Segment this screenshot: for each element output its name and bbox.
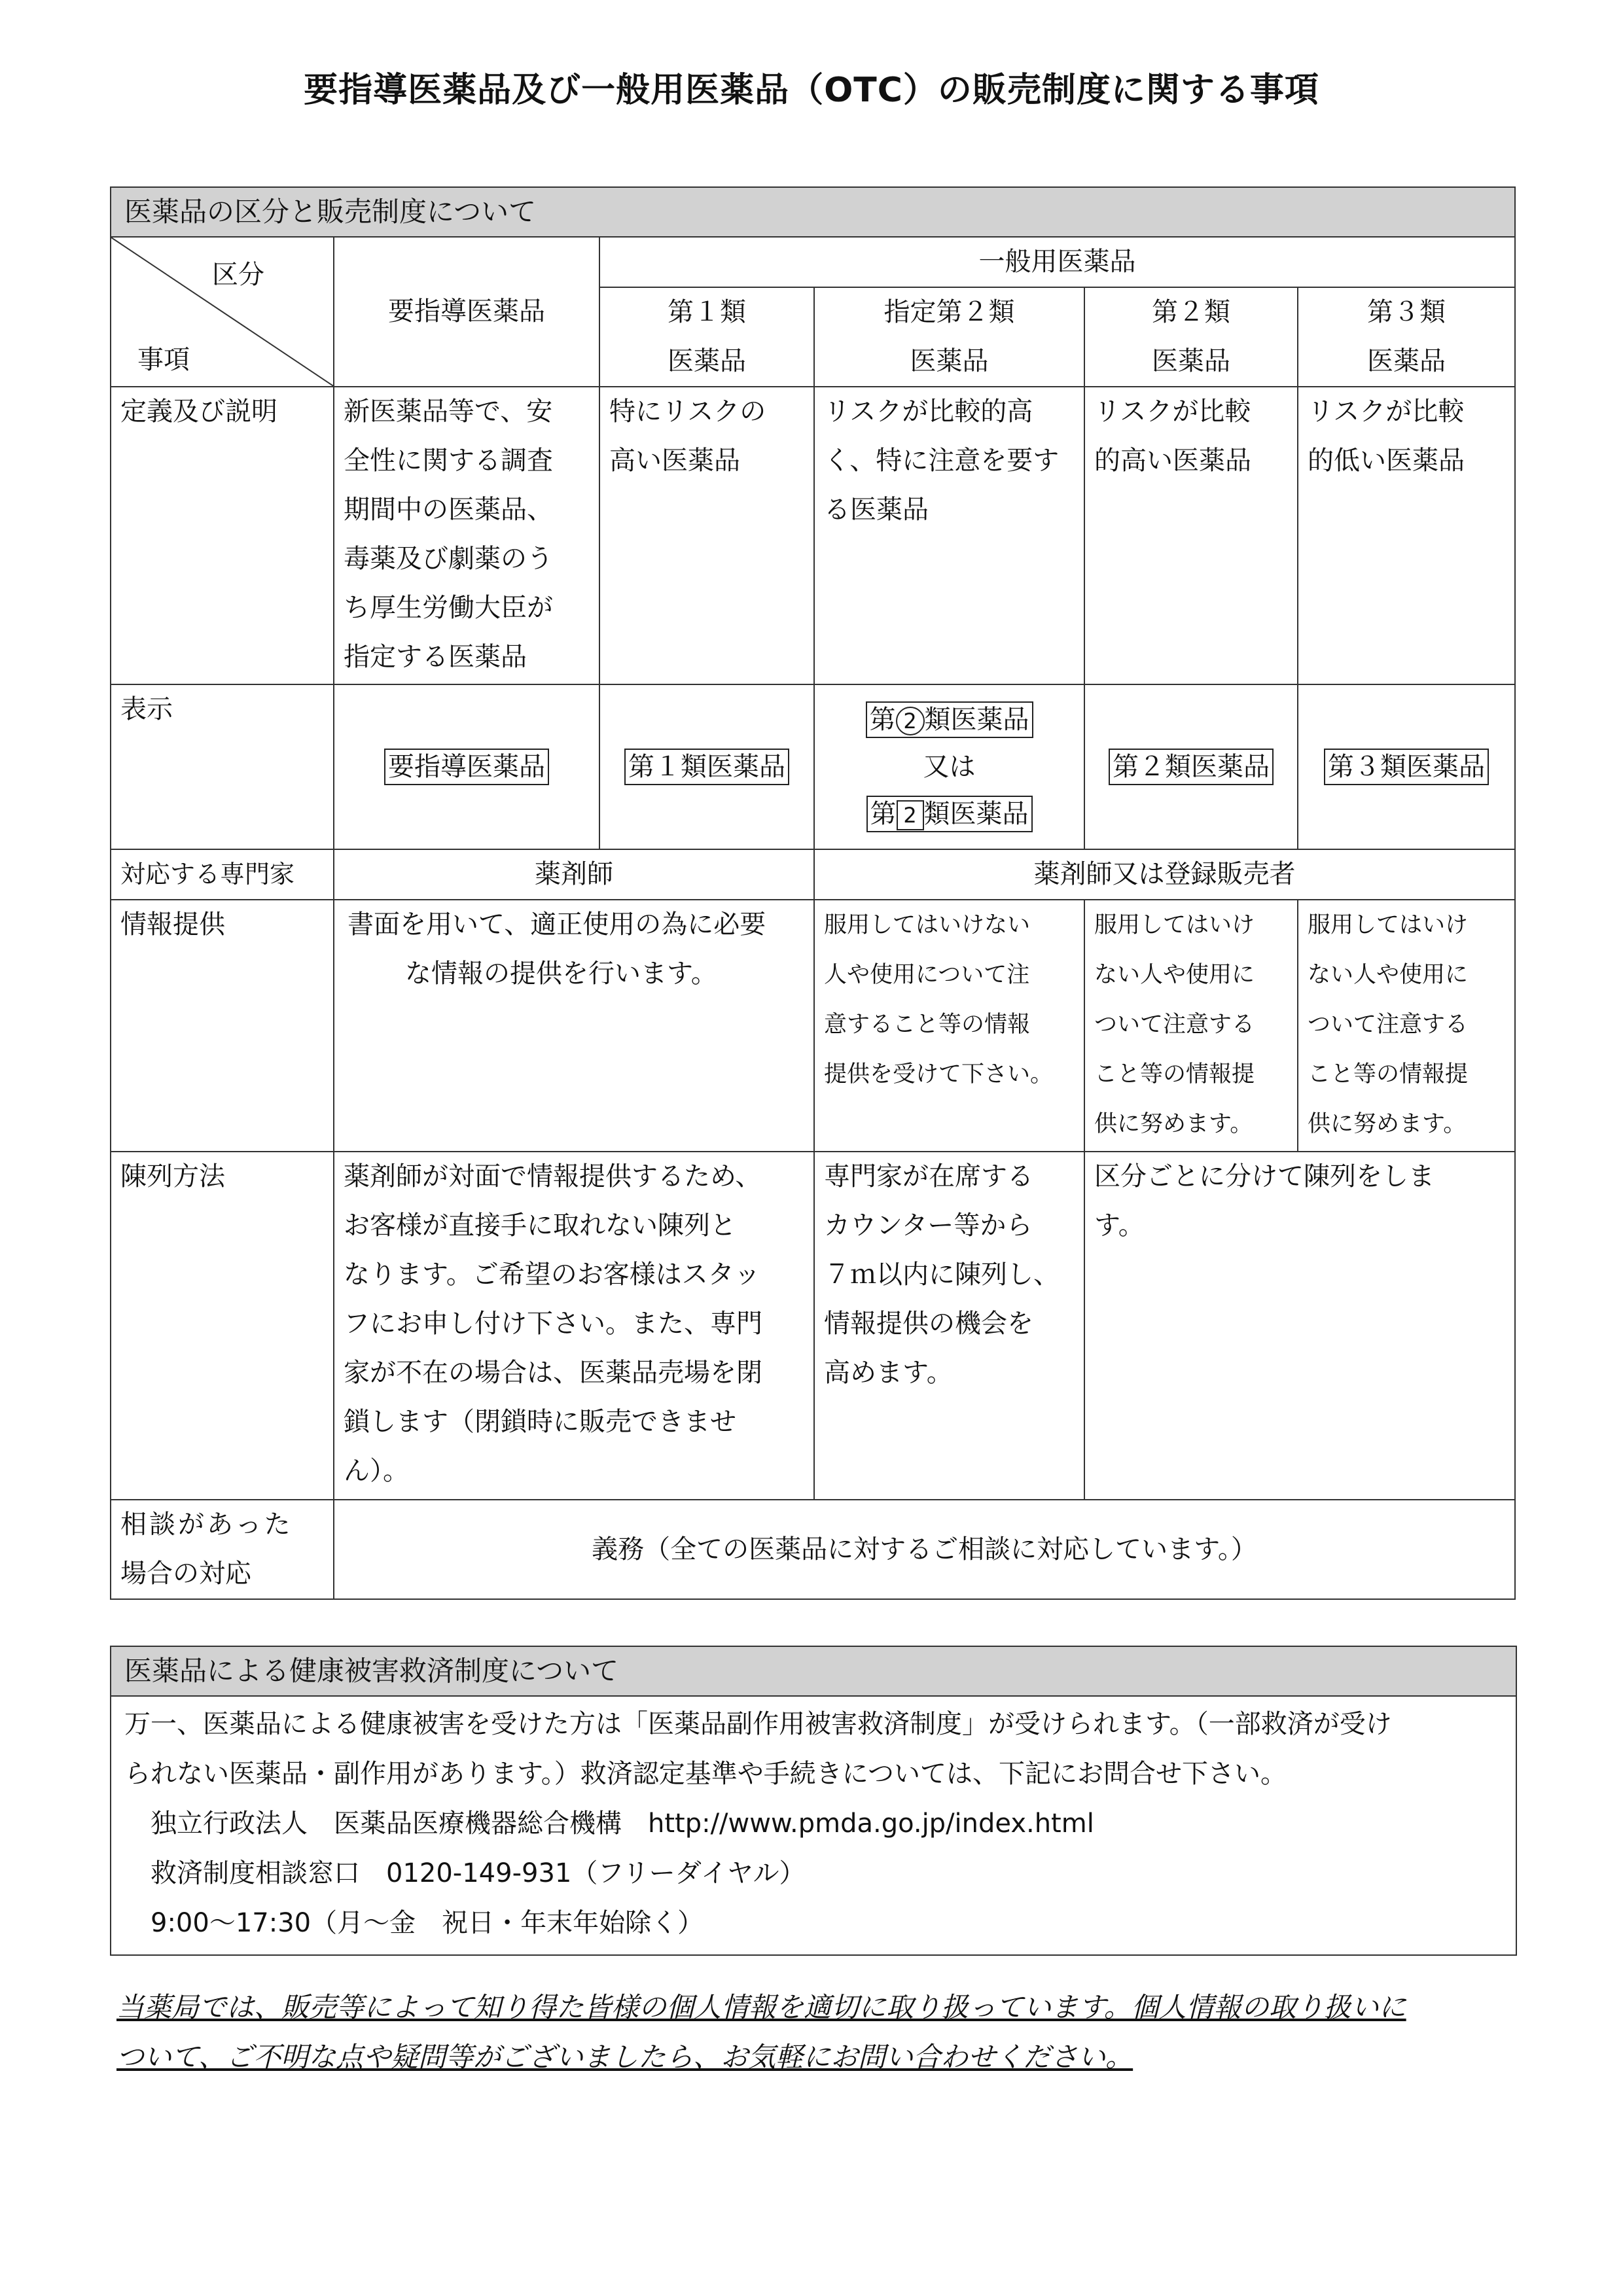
display-class2: 第２類医薬品	[1084, 684, 1298, 849]
display-yoshido: 要指導医薬品	[334, 684, 599, 849]
desig2-square-label: 第 2 類医薬品	[866, 796, 1033, 832]
def-class2: リスクが比較 的高い医薬品	[1084, 387, 1298, 684]
header-general-otc: 一般用医薬品	[599, 237, 1515, 287]
row-label-definition: 定義及び説明	[111, 387, 334, 684]
relief-heading: 医薬品による健康被害救済制度について	[111, 1646, 1516, 1696]
row-label-display: 表示	[111, 684, 334, 849]
display-desig2: 第 2 類医薬品 又は 第 2 類医薬品	[814, 684, 1084, 849]
info-yoshido-class1: 書面を用いて、適正使用の為に必要 な情報の提供を行います。	[334, 900, 814, 1152]
method-class2-3: 区分ごとに分けて陳列をしま す。	[1084, 1152, 1515, 1500]
header-class2: 第２類	[1084, 287, 1298, 337]
header-class2-b: 医薬品	[1084, 337, 1298, 387]
def-class1: 特にリスクの 高い医薬品	[599, 387, 814, 684]
page-title: 要指導医薬品及び一般用医薬品（OTC）の販売制度に関する事項	[304, 71, 1319, 110]
info-class2: 服用してはいけ ない人や使用に ついて注意する こと等の情報提 供に努めます。	[1084, 900, 1298, 1152]
method-desig2: 専門家が在席する カウンター等から ７ｍ以内に陳列し、 情報提供の機会を 高めます。	[814, 1152, 1084, 1500]
section-heading: 医薬品の区分と販売制度について	[111, 187, 1515, 237]
consult-duty: 義務（全ての医薬品に対するご相談に対応しています。）	[334, 1500, 1515, 1599]
def-yoshido: 新医薬品等で、安 全性に関する調査 期間中の医薬品、 毒薬及び劇薬のう ち厚生労働大臣が 指定する医薬品	[334, 387, 599, 684]
row-label-expert: 対応する専門家	[111, 849, 334, 900]
relief-system-box	[110, 1646, 1517, 1956]
header-class1: 第１類	[599, 287, 814, 337]
boxed-2-icon: 2	[897, 800, 924, 830]
desig2-circle-label: 第 2 類医薬品	[866, 701, 1033, 738]
display-class3: 第３類医薬品	[1298, 684, 1515, 849]
header-desig2: 指定第２類	[814, 287, 1084, 337]
relief-body: 万一、医薬品による健康被害を受けた方は「医薬品副作用被害救済制度」が受けられます。（一部救済が受け られない医薬品・副作用があります。）救済認定基準や手続きについては、下記にお問合せ下さい。 独立行政法人 医薬品医療機器総合機構 http://www.pmda.go.jp/index.html 救済制度相談窓口 0120-149-931（フリーダイヤル） 9:00～17:30（月～金 祝日・年末年始除く）	[124, 1709, 1392, 1938]
corner-item-label: 事項	[137, 345, 190, 375]
header-yoshido: 要指導医薬品	[334, 237, 599, 387]
header-desig2-b: 医薬品	[814, 337, 1084, 387]
circled-2-icon: 2	[896, 707, 925, 735]
method-yoshido-class1: 薬剤師が対面で情報提供するため、 お客様が直接手に取れない陳列と なります。ご希望のお客様はスタッ フにお申し付け下さい。また、専門 家が不在の場合は、医薬品売場を閉 鎖します（閉鎖時に販売できませ ん）。	[334, 1152, 814, 1500]
header-class3-b: 医薬品	[1298, 337, 1515, 387]
row-label-info: 情報提供	[111, 900, 334, 1152]
header-class3: 第３類	[1298, 287, 1515, 337]
privacy-notice: 当薬局では、販売等によって知り得た皆様の個人情報を適切に取り扱っています。個人情報の取り扱いに ついて、ご不明な点や疑問等がございましたら、お気軽にお問い合わせください。	[116, 1991, 1406, 2073]
corner-category-label: 区分	[212, 260, 264, 290]
header-class1-b: 医薬品	[599, 337, 814, 387]
row-label-consult: 相談があった 場合の対応	[111, 1500, 334, 1599]
otc-table	[110, 186, 1516, 1600]
display-class1: 第１類医薬品	[599, 684, 814, 849]
expert-pharmacist-or-seller: 薬剤師又は登録販売者	[814, 849, 1515, 900]
def-desig2: リスクが比較的高 く、特に注意を要す る医薬品	[814, 387, 1084, 684]
def-class3: リスクが比較 的低い医薬品	[1298, 387, 1515, 684]
row-label-display-method: 陳列方法	[111, 1152, 334, 1500]
expert-pharmacist: 薬剤師	[334, 849, 814, 900]
corner-cell	[111, 237, 334, 387]
info-class3: 服用してはいけ ない人や使用に ついて注意する こと等の情報提 供に努めます。	[1298, 900, 1515, 1152]
info-desig2: 服用してはいけない 人や使用について注 意すること等の情報 提供を受けて下さい。	[814, 900, 1084, 1152]
